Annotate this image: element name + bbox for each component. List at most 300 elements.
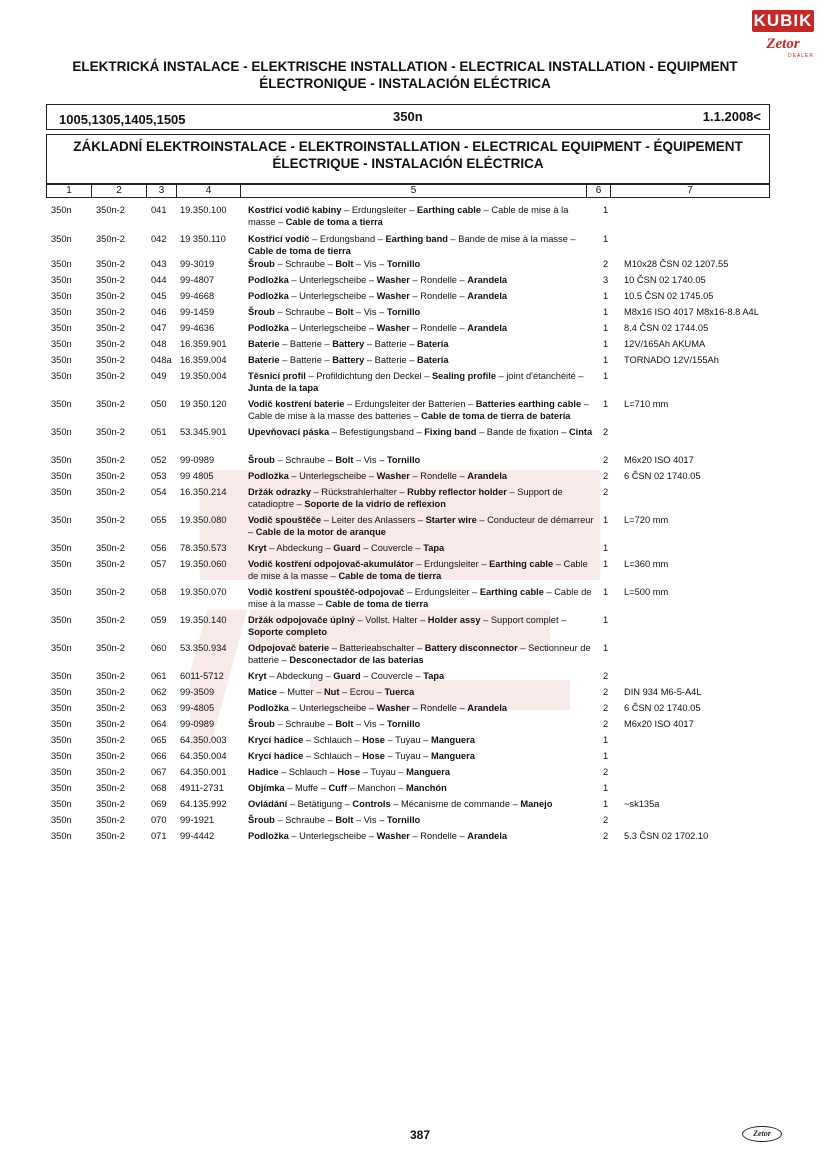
section-header — [46, 134, 770, 184]
row-quantity: 2 — [603, 815, 609, 825]
desc-fr: – Vis – — [353, 307, 387, 317]
row-subvariant: 350n-2 — [96, 671, 125, 681]
row-quantity: 1 — [603, 559, 609, 569]
desc-en: Bolt — [335, 307, 354, 317]
row-subvariant: 350n-2 — [96, 735, 125, 745]
desc-fr: – Rondelle – — [409, 275, 468, 285]
row-position: 050 — [151, 399, 167, 409]
row-note: 8.4 ČSN 02 1744.05 — [624, 323, 709, 333]
row-note: L=360 mm — [624, 559, 669, 569]
row-note: L=720 mm — [624, 515, 669, 525]
row-variant: 350n — [51, 799, 72, 809]
desc-fr: – Vis – — [353, 815, 387, 825]
desc-de: – Vollst. Halter – — [354, 615, 428, 625]
row-subvariant: 350n-2 — [96, 815, 125, 825]
row-variant: 350n — [51, 559, 72, 569]
desc-es: Manguera — [406, 767, 451, 777]
row-description — [248, 686, 594, 698]
desc-cz: Podložka — [248, 275, 289, 285]
desc-fr: – Cable de mise à la masse – — [248, 587, 592, 609]
desc-de: – Erdungsleiter – — [404, 587, 480, 597]
desc-fr: – Vis – — [353, 455, 387, 465]
row-position: 066 — [151, 751, 167, 761]
row-quantity: 1 — [603, 515, 609, 525]
row-description — [248, 322, 594, 334]
row-subvariant: 350n-2 — [96, 259, 125, 269]
desc-de: – Unterlegscheibe – — [288, 703, 377, 713]
desc-en: Washer — [376, 471, 410, 481]
row-part-number: 19 350.110 — [180, 234, 226, 244]
desc-en: Fixing band — [424, 427, 477, 437]
row-description — [248, 426, 594, 438]
desc-en: Cuff — [328, 783, 348, 793]
row-quantity: 2 — [603, 831, 609, 841]
desc-es: Cable de toma de tierra — [338, 571, 442, 581]
row-part-number: 99-0989 — [180, 455, 215, 465]
desc-de: – Leiter des Anlassers – — [321, 515, 426, 525]
row-part-number: 16.359.901 — [180, 339, 227, 349]
row-position: 067 — [151, 767, 167, 777]
row-variant: 350n — [51, 471, 72, 481]
desc-fr: – Couvercle – — [360, 543, 424, 553]
desc-es: Manchón — [405, 783, 447, 793]
row-subvariant: 350n-2 — [96, 515, 125, 525]
row-description — [248, 734, 594, 746]
row-subvariant: 350n-2 — [96, 831, 125, 841]
desc-de: – Rückstrahlerhalter – — [311, 487, 408, 497]
row-quantity: 1 — [603, 615, 609, 625]
column-header: 1 — [47, 185, 92, 197]
desc-es: Batería — [417, 355, 449, 365]
row-part-number: 64.350.003 — [180, 735, 227, 745]
desc-fr: – Bande de fixation – — [476, 427, 569, 437]
column-header: 7 — [687, 185, 693, 196]
row-description — [248, 204, 594, 228]
row-variant: 350n — [51, 815, 72, 825]
desc-fr: – Support complet – — [480, 615, 567, 625]
desc-es: Arandela — [467, 703, 508, 713]
row-position: 048 — [151, 339, 167, 349]
row-quantity: 1 — [603, 643, 609, 653]
desc-fr: – joint d'étanchéité – — [496, 371, 584, 381]
row-note: 5.3 ČSN 02 1702.10 — [624, 831, 709, 841]
row-note: 10.5 ČSN 02 1745.05 — [624, 291, 714, 301]
row-part-number: 19.350.100 — [180, 205, 227, 215]
row-subvariant: 350n-2 — [96, 783, 125, 793]
row-quantity: 1 — [603, 543, 609, 553]
row-subvariant: 350n-2 — [96, 615, 125, 625]
desc-cz: Ovládání — [248, 799, 288, 809]
valid-from-date: 1.1.2008< — [702, 109, 761, 124]
desc-fr: – Vis – — [353, 259, 387, 269]
desc-cz: Kryt — [248, 543, 267, 553]
desc-en: Hose — [362, 751, 385, 761]
row-position: 047 — [151, 323, 167, 333]
desc-fr: – Sectionneur de batterie – — [248, 643, 591, 665]
row-quantity: 2 — [603, 719, 609, 729]
desc-de: – Erdungsleiter – — [341, 205, 417, 215]
row-variant: 350n — [51, 703, 72, 713]
row-position: 063 — [151, 703, 167, 713]
row-subvariant: 350n-2 — [96, 471, 125, 481]
desc-en: Battery — [332, 355, 365, 365]
row-position: 055 — [151, 515, 167, 525]
kubik-zetor-logo — [752, 10, 814, 60]
row-note: L=710 mm — [624, 399, 669, 409]
row-subvariant: 350n-2 — [96, 205, 125, 215]
row-variant: 350n — [51, 355, 72, 365]
row-position: 071 — [151, 831, 167, 841]
desc-fr: – Tuyau – — [360, 767, 407, 777]
row-part-number: 99-4807 — [180, 275, 215, 285]
desc-cz: Vodič kostření odpojovač-akumulátor — [248, 559, 414, 569]
dealer-logo-text: DEALER — [787, 53, 814, 59]
row-variant: 350n — [51, 371, 72, 381]
row-variant: 350n — [51, 643, 72, 653]
row-quantity: 2 — [603, 259, 609, 269]
row-subvariant: 350n-2 — [96, 643, 125, 653]
desc-en: Hose — [362, 735, 385, 745]
row-subvariant: 350n-2 — [96, 399, 125, 409]
row-part-number: 99-3019 — [180, 259, 215, 269]
desc-de: – Erdungsleiter der Batterien – — [344, 399, 476, 409]
desc-en: Earthing cable — [479, 587, 544, 597]
desc-cz: Matice — [248, 687, 277, 697]
row-part-number: 6011-5712 — [180, 671, 224, 681]
desc-fr: – Cable de mise à la masse – — [248, 205, 569, 227]
desc-cz: Vodič kostření spouštěč-odpojovač — [248, 587, 405, 597]
row-subvariant: 350n-2 — [96, 487, 125, 497]
row-position: 044 — [151, 275, 167, 285]
desc-de: – Erdungsband – — [309, 234, 386, 244]
row-part-number: 53.345.901 — [180, 427, 227, 437]
desc-cz: Objímka — [248, 783, 285, 793]
desc-en: Controls — [352, 799, 391, 809]
desc-fr: – Manchon – — [347, 783, 406, 793]
desc-es: Manejo — [520, 799, 553, 809]
desc-de: – Batterie – — [279, 339, 333, 349]
row-position: 056 — [151, 543, 167, 553]
desc-de: – Unterlegscheibe – — [288, 831, 377, 841]
desc-es: Tuerca — [384, 687, 415, 697]
desc-cz: Hadice — [248, 767, 279, 777]
desc-en: Sealing profile — [431, 371, 497, 381]
row-quantity: 1 — [603, 371, 609, 381]
row-part-number: 99-3509 — [180, 687, 215, 697]
row-position: 043 — [151, 259, 167, 269]
row-subvariant: 350n-2 — [96, 687, 125, 697]
row-position: 070 — [151, 815, 167, 825]
row-position: 049 — [151, 371, 167, 381]
desc-cz: Odpojovač baterie — [248, 643, 330, 653]
row-note: L=500 mm — [624, 587, 669, 597]
row-subvariant: 350n-2 — [96, 543, 125, 553]
row-variant: 350n — [51, 767, 72, 777]
desc-de: – Erdungsleiter – — [413, 559, 490, 569]
kubik-logo-text: KUBIK — [753, 11, 813, 30]
desc-en: Washer — [376, 291, 410, 301]
desc-es: Tornillo — [386, 259, 421, 269]
row-note: 12V/165Ah AKUMA — [624, 339, 706, 349]
desc-en: Holder assy — [427, 615, 481, 625]
row-variant: 350n — [51, 831, 72, 841]
row-part-number: 19.350.070 — [180, 587, 227, 597]
desc-cz: Krycí hadice — [248, 735, 304, 745]
row-description — [248, 354, 594, 366]
desc-cz: Upevňovací páska — [248, 427, 330, 437]
row-subvariant: 350n-2 — [96, 291, 125, 301]
row-part-number: 99-4668 — [180, 291, 215, 301]
desc-cz: Držák odpojovače úplný — [248, 615, 355, 625]
row-subvariant: 350n-2 — [96, 703, 125, 713]
desc-fr: – Vis – — [353, 719, 387, 729]
row-quantity: 1 — [603, 307, 609, 317]
desc-es: Cable de toma a tierra — [285, 217, 383, 227]
desc-en: Washer — [376, 831, 410, 841]
page-title — [30, 58, 780, 92]
desc-fr: – Rondelle – — [409, 291, 468, 301]
row-description — [248, 614, 594, 638]
row-variant: 350n — [51, 399, 72, 409]
desc-es: Tornillo — [386, 719, 421, 729]
desc-en: Washer — [376, 275, 410, 285]
zetor-footer-logo: Zetor — [742, 1126, 782, 1142]
desc-cz: Kostřicí vodič kabiny — [248, 205, 342, 215]
row-note: M6x20 ISO 4017 — [624, 719, 694, 729]
desc-cz: Šroub — [248, 307, 275, 317]
desc-de: – Betätigung – — [287, 799, 353, 809]
desc-fr: – Ecrou – — [339, 687, 385, 697]
desc-en: Batteries earthing cable — [475, 399, 582, 409]
desc-fr: – Cable de mise à la masse des batteries – — [248, 399, 589, 421]
model-variant: 350n — [393, 109, 423, 124]
row-description — [248, 750, 594, 762]
row-part-number: 64.350.001 — [180, 767, 227, 777]
row-quantity: 2 — [603, 703, 609, 713]
desc-es: Junta de la tapa — [248, 383, 319, 393]
row-position: 058 — [151, 587, 167, 597]
row-position: 068 — [151, 783, 167, 793]
desc-cz: Podložka — [248, 291, 289, 301]
row-subvariant: 350n-2 — [96, 371, 125, 381]
desc-de: – Schraube – — [274, 307, 336, 317]
desc-cz: Kostřicí vodič — [248, 234, 310, 244]
row-part-number: 4911-2731 — [180, 783, 224, 793]
desc-es: Cable de la motor de aranque — [255, 527, 386, 537]
desc-en: Washer — [376, 703, 410, 713]
row-position: 046 — [151, 307, 167, 317]
row-quantity: 1 — [603, 323, 609, 333]
desc-en: Earthing cable — [416, 205, 482, 215]
row-subvariant: 350n-2 — [96, 751, 125, 761]
row-quantity: 1 — [603, 205, 609, 215]
row-subvariant: 350n-2 — [96, 587, 125, 597]
desc-de: – Schraube – — [274, 815, 336, 825]
desc-de: – Batterie – — [279, 355, 333, 365]
row-quantity: 1 — [603, 234, 609, 244]
row-description — [248, 290, 594, 302]
row-quantity: 1 — [603, 355, 609, 365]
zetor-logo-text: Zetor — [766, 36, 800, 52]
row-note: 6 ČSN 02 1740.05 — [624, 471, 701, 481]
row-part-number: 19.350.140 — [180, 615, 227, 625]
desc-es: Batería — [417, 339, 449, 349]
desc-fr: – Batterie – — [364, 355, 418, 365]
row-position: 041 — [151, 205, 167, 215]
desc-de: – Unterlegscheibe – — [288, 291, 377, 301]
row-position: 060 — [151, 643, 167, 653]
row-part-number: 64.135.992 — [180, 799, 227, 809]
row-description — [248, 306, 594, 318]
section-title-line-1: ZÁKLADNÍ ELEKTROINSTALACE - ELEKTROINSTALLATION - ELECTRICAL EQUIPMENT - ÉQUIPEMENT — [73, 139, 743, 154]
row-variant: 350n — [51, 687, 72, 697]
desc-cz: Držák odrazky — [248, 487, 312, 497]
desc-de: – Mutter – — [276, 687, 324, 697]
row-part-number: 19.350.004 — [180, 371, 227, 381]
row-description — [248, 233, 594, 257]
desc-en: Rubby reflector holder — [407, 487, 507, 497]
row-description — [248, 338, 594, 350]
desc-cz: Podložka — [248, 323, 289, 333]
row-description — [248, 258, 594, 270]
desc-cz: Šroub — [248, 815, 275, 825]
desc-cz: Baterie — [248, 339, 280, 349]
row-part-number: 78.350.573 — [180, 543, 227, 553]
row-variant: 350n — [51, 323, 72, 333]
desc-de: – Befestigungsband – — [329, 427, 425, 437]
row-quantity: 2 — [603, 671, 609, 681]
row-note: 10 ČSN 02 1740.05 — [624, 275, 706, 285]
row-description — [248, 542, 594, 554]
desc-en: Earthing band — [385, 234, 448, 244]
row-description — [248, 766, 594, 778]
model-bar — [46, 104, 770, 130]
desc-de: – Unterlegscheibe – — [288, 323, 377, 333]
row-variant: 350n — [51, 427, 72, 437]
row-variant: 350n — [51, 259, 72, 269]
row-quantity: 1 — [603, 783, 609, 793]
row-description — [248, 814, 594, 826]
desc-fr: – Rondelle – — [409, 703, 468, 713]
row-subvariant: 350n-2 — [96, 323, 125, 333]
row-variant: 350n — [51, 455, 72, 465]
row-position: 069 — [151, 799, 167, 809]
row-quantity: 1 — [603, 587, 609, 597]
row-variant: 350n — [51, 307, 72, 317]
desc-en: Battery disconnector — [424, 643, 518, 653]
desc-fr: – Bande de mise à la masse – — [447, 234, 576, 244]
model-list: 1005,1305,1405,1505 — [59, 112, 186, 127]
row-part-number: 99-4636 — [180, 323, 215, 333]
row-description — [248, 642, 594, 666]
row-position: 057 — [151, 559, 167, 569]
desc-de: – Abdeckung – — [266, 671, 334, 681]
row-description — [248, 670, 594, 682]
row-note: TORNADO 12V/155Ah — [624, 355, 719, 365]
desc-de: – Schlauch – — [303, 735, 363, 745]
row-subvariant: 350n-2 — [96, 559, 125, 569]
row-subvariant: 350n-2 — [96, 799, 125, 809]
row-variant: 350n — [51, 783, 72, 793]
row-description — [248, 486, 594, 510]
row-variant: 350n — [51, 735, 72, 745]
column-header: 6 — [587, 185, 611, 197]
row-position: 054 — [151, 487, 167, 497]
desc-es: Manguera — [430, 735, 475, 745]
row-quantity: 2 — [603, 427, 609, 437]
desc-fr: – Mécanisme de commande – — [390, 799, 521, 809]
row-quantity: 1 — [603, 799, 609, 809]
row-subvariant: 350n-2 — [96, 339, 125, 349]
row-part-number: 99-4805 — [180, 703, 215, 713]
desc-cz: Těsnicí profil — [248, 371, 306, 381]
desc-es: Arandela — [467, 275, 508, 285]
desc-en: Starter wire — [425, 515, 477, 525]
desc-fr: – Tuyau – — [384, 751, 431, 761]
row-description — [248, 398, 594, 422]
row-description — [248, 586, 594, 610]
desc-fr: – Rondelle – — [409, 831, 468, 841]
row-quantity: 1 — [603, 339, 609, 349]
desc-en: Bolt — [335, 719, 354, 729]
desc-de: – Unterlegscheibe – — [288, 275, 377, 285]
desc-cz: Podložka — [248, 831, 289, 841]
row-subvariant: 350n-2 — [96, 234, 125, 244]
row-part-number: 99-1459 — [180, 307, 215, 317]
row-subvariant: 350n-2 — [96, 427, 125, 437]
row-part-number: 16.359.004 — [180, 355, 227, 365]
desc-de: – Schraube – — [274, 455, 336, 465]
row-quantity: 2 — [603, 455, 609, 465]
row-note: DIN 934 M6-5-A4L — [624, 687, 702, 697]
row-variant: 350n — [51, 234, 72, 244]
row-variant: 350n — [51, 339, 72, 349]
row-subvariant: 350n-2 — [96, 455, 125, 465]
desc-de: – Profildichtung den Deckel – — [305, 371, 432, 381]
column-header: 3 — [147, 185, 177, 197]
row-position: 062 — [151, 687, 167, 697]
row-position: 064 — [151, 719, 167, 729]
row-variant: 350n — [51, 615, 72, 625]
row-description — [248, 470, 594, 482]
desc-en: Earthing cable — [489, 559, 554, 569]
row-quantity: 2 — [603, 767, 609, 777]
desc-es: Tornillo — [386, 307, 421, 317]
desc-cz: Šroub — [248, 455, 275, 465]
row-subvariant: 350n-2 — [96, 767, 125, 777]
row-variant: 350n — [51, 291, 72, 301]
row-description — [248, 514, 594, 538]
section-title — [47, 138, 769, 172]
row-variant: 350n — [51, 751, 72, 761]
desc-es: Tapa — [423, 671, 445, 681]
desc-cz: Vodič kostření baterie — [248, 399, 345, 409]
row-note: M6x20 ISO 4017 — [624, 455, 694, 465]
desc-fr: – Rondelle – — [409, 471, 468, 481]
desc-fr: – Batterie – — [364, 339, 418, 349]
row-part-number: 99-1921 — [180, 815, 215, 825]
row-part-number: 19 350.120 — [180, 399, 227, 409]
desc-de: – Abdeckung – — [266, 543, 334, 553]
desc-cz: Podložka — [248, 471, 289, 481]
desc-en: Hose — [337, 767, 361, 777]
row-subvariant: 350n-2 — [96, 307, 125, 317]
row-description — [248, 558, 594, 582]
row-quantity: 2 — [603, 471, 609, 481]
desc-en: Guard — [333, 671, 361, 681]
row-position: 065 — [151, 735, 167, 745]
row-variant: 350n — [51, 487, 72, 497]
